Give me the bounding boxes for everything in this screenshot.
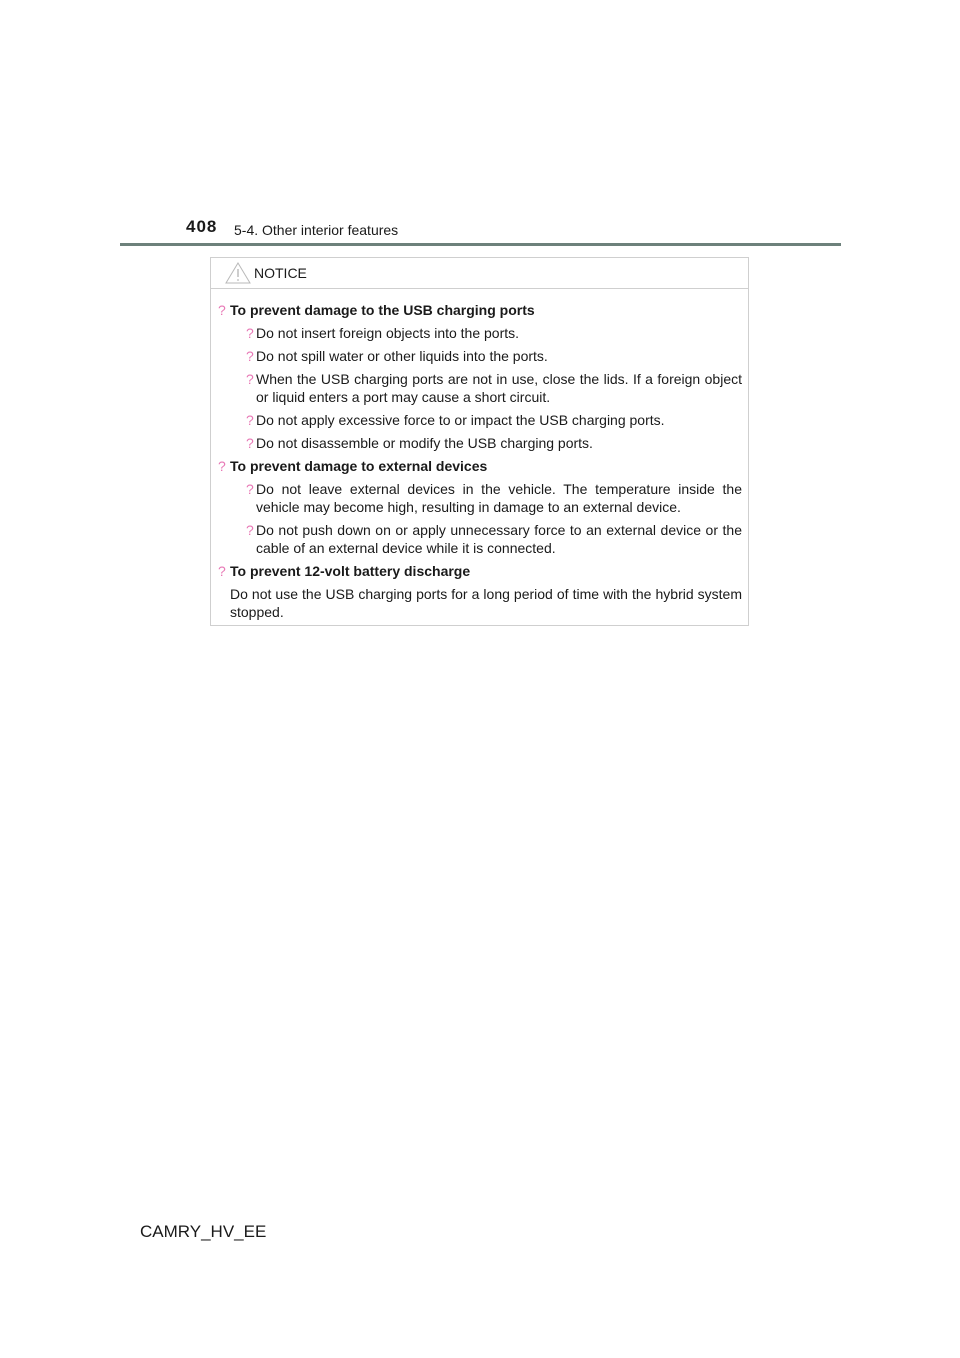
bullet-glyph: ? (246, 348, 254, 364)
list-item-text: Do not leave external devices in the vehicle. The temperature inside the vehicle may become high, resulting in damage to an external device. (256, 481, 742, 515)
list-item (242, 480, 742, 516)
notice-item-external-devices (218, 457, 742, 557)
bullet-glyph: ? (246, 371, 254, 387)
item-text: Do not use the USB charging ports for a long period of time with the hybrid system stopped. (230, 586, 742, 620)
list-item (242, 347, 742, 365)
item-title: To prevent damage to the USB charging ports (230, 302, 535, 318)
bullet-glyph: ? (218, 302, 226, 318)
list-item (242, 370, 742, 406)
bullet-glyph: ? (218, 563, 226, 579)
notice-label: NOTICE (254, 265, 307, 281)
item-title: To prevent damage to external devices (230, 458, 488, 474)
notice-body (211, 289, 748, 621)
bullet-glyph: ? (246, 481, 254, 497)
list-item-text: Do not push down on or apply unnecessary force to an external device or the cable of an external device while it is connected. (256, 522, 742, 556)
header-rule (120, 243, 841, 246)
list-item (242, 411, 742, 429)
item-title: To prevent 12-volt battery discharge (230, 563, 471, 579)
list-item (242, 324, 742, 342)
notice-item-usb-ports (218, 301, 742, 452)
list-item (242, 521, 742, 557)
notice-item-battery (218, 562, 742, 621)
list-item (242, 434, 742, 452)
bullet-glyph: ? (246, 325, 254, 341)
list-item-text: Do not spill water or other liquids into the ports. (256, 348, 548, 364)
page-header (0, 0, 960, 250)
warning-triangle-icon (225, 262, 251, 284)
notice-box (210, 257, 749, 626)
bullet-glyph: ? (246, 522, 254, 538)
notice-header (211, 258, 748, 289)
list-item-text: Do not apply excessive force to or impact the USB charging ports. (256, 412, 665, 428)
bullet-glyph: ? (218, 458, 226, 474)
section-title: 5-4. Other interior features (234, 222, 399, 238)
bullet-glyph: ? (246, 412, 254, 428)
list-item-text: When the USB charging ports are not in use, close the lids. If a foreign object or liquid enters a port may cause a short circuit. (256, 371, 742, 405)
bullet-glyph: ? (246, 435, 254, 451)
footer-code: CAMRY_HV_EE (140, 1222, 267, 1241)
list-item-text: Do not insert foreign objects into the ports. (256, 325, 520, 341)
page-number: 408 (186, 217, 218, 236)
list-item-text: Do not disassemble or modify the USB charging ports. (256, 435, 593, 451)
